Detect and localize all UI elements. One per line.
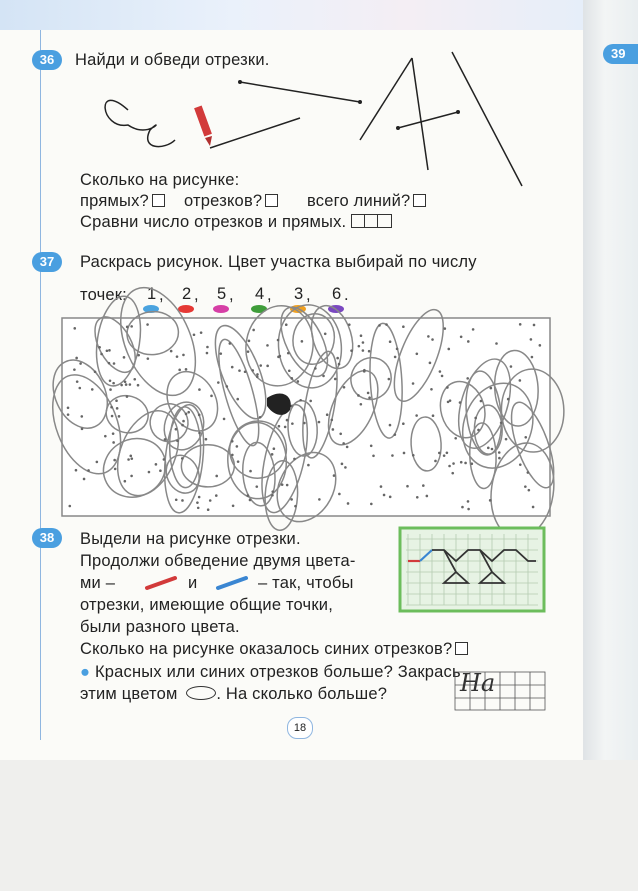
ex38-line3a: ми – bbox=[80, 574, 116, 592]
ex38-line6 bbox=[80, 640, 468, 659]
color-dot-red bbox=[178, 305, 194, 313]
ex38-line5: были разного цвета. bbox=[80, 618, 240, 636]
ex36-questions bbox=[80, 192, 426, 211]
compare-question: Красных или синих отрезков больше? Закрась bbox=[94, 663, 461, 681]
comma: , bbox=[229, 286, 234, 304]
ex38-line2: Продолжи обведение двумя цвета- bbox=[80, 552, 356, 570]
dots-label: точек: bbox=[80, 286, 127, 304]
exercise-37-title: Раскрась рисунок. Цвет участка выбирай по числу bbox=[80, 253, 477, 271]
exercise-36-title: Найди и обведи отрезки. bbox=[75, 51, 270, 69]
color-it-text: этим цветом bbox=[80, 685, 178, 703]
ex38-line3b: и bbox=[188, 574, 198, 592]
red-pencil-icon bbox=[145, 574, 177, 592]
compare-answer-box[interactable] bbox=[351, 214, 392, 228]
ex38-line8 bbox=[80, 685, 387, 704]
ex38-line4: отрезки, имеющие общие точки, bbox=[80, 596, 333, 614]
compare-text: Сравни число отрезков и прямых. bbox=[80, 213, 347, 231]
dot-number-2: 2 bbox=[182, 285, 192, 303]
ex36-compare-line bbox=[80, 213, 392, 232]
line-5 bbox=[452, 52, 522, 186]
line-6 bbox=[210, 118, 300, 148]
period: . bbox=[344, 286, 349, 304]
answer-box-total[interactable] bbox=[413, 194, 426, 207]
ex38-line1: Выдели на рисунке отрезки. bbox=[80, 530, 301, 548]
ex38-line3c: – так, чтобы bbox=[258, 574, 354, 592]
dot-number-4: 4 bbox=[255, 285, 265, 303]
color-dot-pink bbox=[213, 305, 229, 313]
page-number: 18 bbox=[287, 717, 313, 739]
segment-4 bbox=[398, 112, 458, 128]
red-pencil-icon bbox=[194, 106, 212, 146]
next-page-exercise-badge: 39 bbox=[603, 44, 638, 64]
dot-number-3: 5 bbox=[217, 285, 227, 303]
answer-box-blue-count[interactable] bbox=[455, 642, 468, 655]
exercise-37-badge: 37 bbox=[32, 252, 62, 272]
how-many-more-text: . На сколько больше? bbox=[216, 685, 388, 703]
answer-box-straight[interactable] bbox=[152, 194, 165, 207]
exercise-36-badge: 36 bbox=[32, 50, 62, 70]
q-straight-label: прямых? bbox=[80, 192, 149, 210]
bullet: ● bbox=[80, 663, 91, 681]
answer-box-segments[interactable] bbox=[265, 194, 278, 207]
ex38-line7 bbox=[80, 663, 461, 682]
q-total-label: всего линий? bbox=[307, 192, 411, 210]
handwritten-answer: На bbox=[460, 669, 496, 697]
oval-color-answer[interactable] bbox=[186, 686, 216, 700]
blue-count-question: Сколько на рисунке оказалось синих отрезков? bbox=[80, 640, 453, 658]
comma: , bbox=[159, 286, 164, 304]
comma: , bbox=[194, 286, 199, 304]
segment-grid-picture[interactable] bbox=[400, 528, 544, 611]
ex36-count-line: Сколько на рисунке: bbox=[80, 171, 240, 189]
dot-number-1: 1 bbox=[147, 285, 157, 303]
comma: , bbox=[267, 286, 272, 304]
comma: , bbox=[306, 286, 311, 304]
blue-pencil-icon bbox=[216, 574, 248, 592]
q-segments-label: отрезков? bbox=[184, 192, 263, 210]
curve-line bbox=[105, 100, 175, 146]
dot-number-6: 6 bbox=[332, 285, 342, 303]
dot-number-5: 3 bbox=[294, 285, 304, 303]
segment-3 bbox=[412, 58, 428, 170]
segment-1 bbox=[240, 82, 360, 102]
segment-2 bbox=[360, 58, 412, 140]
coloring-picture[interactable] bbox=[62, 318, 550, 516]
exercise-38-badge: 38 bbox=[32, 528, 62, 548]
